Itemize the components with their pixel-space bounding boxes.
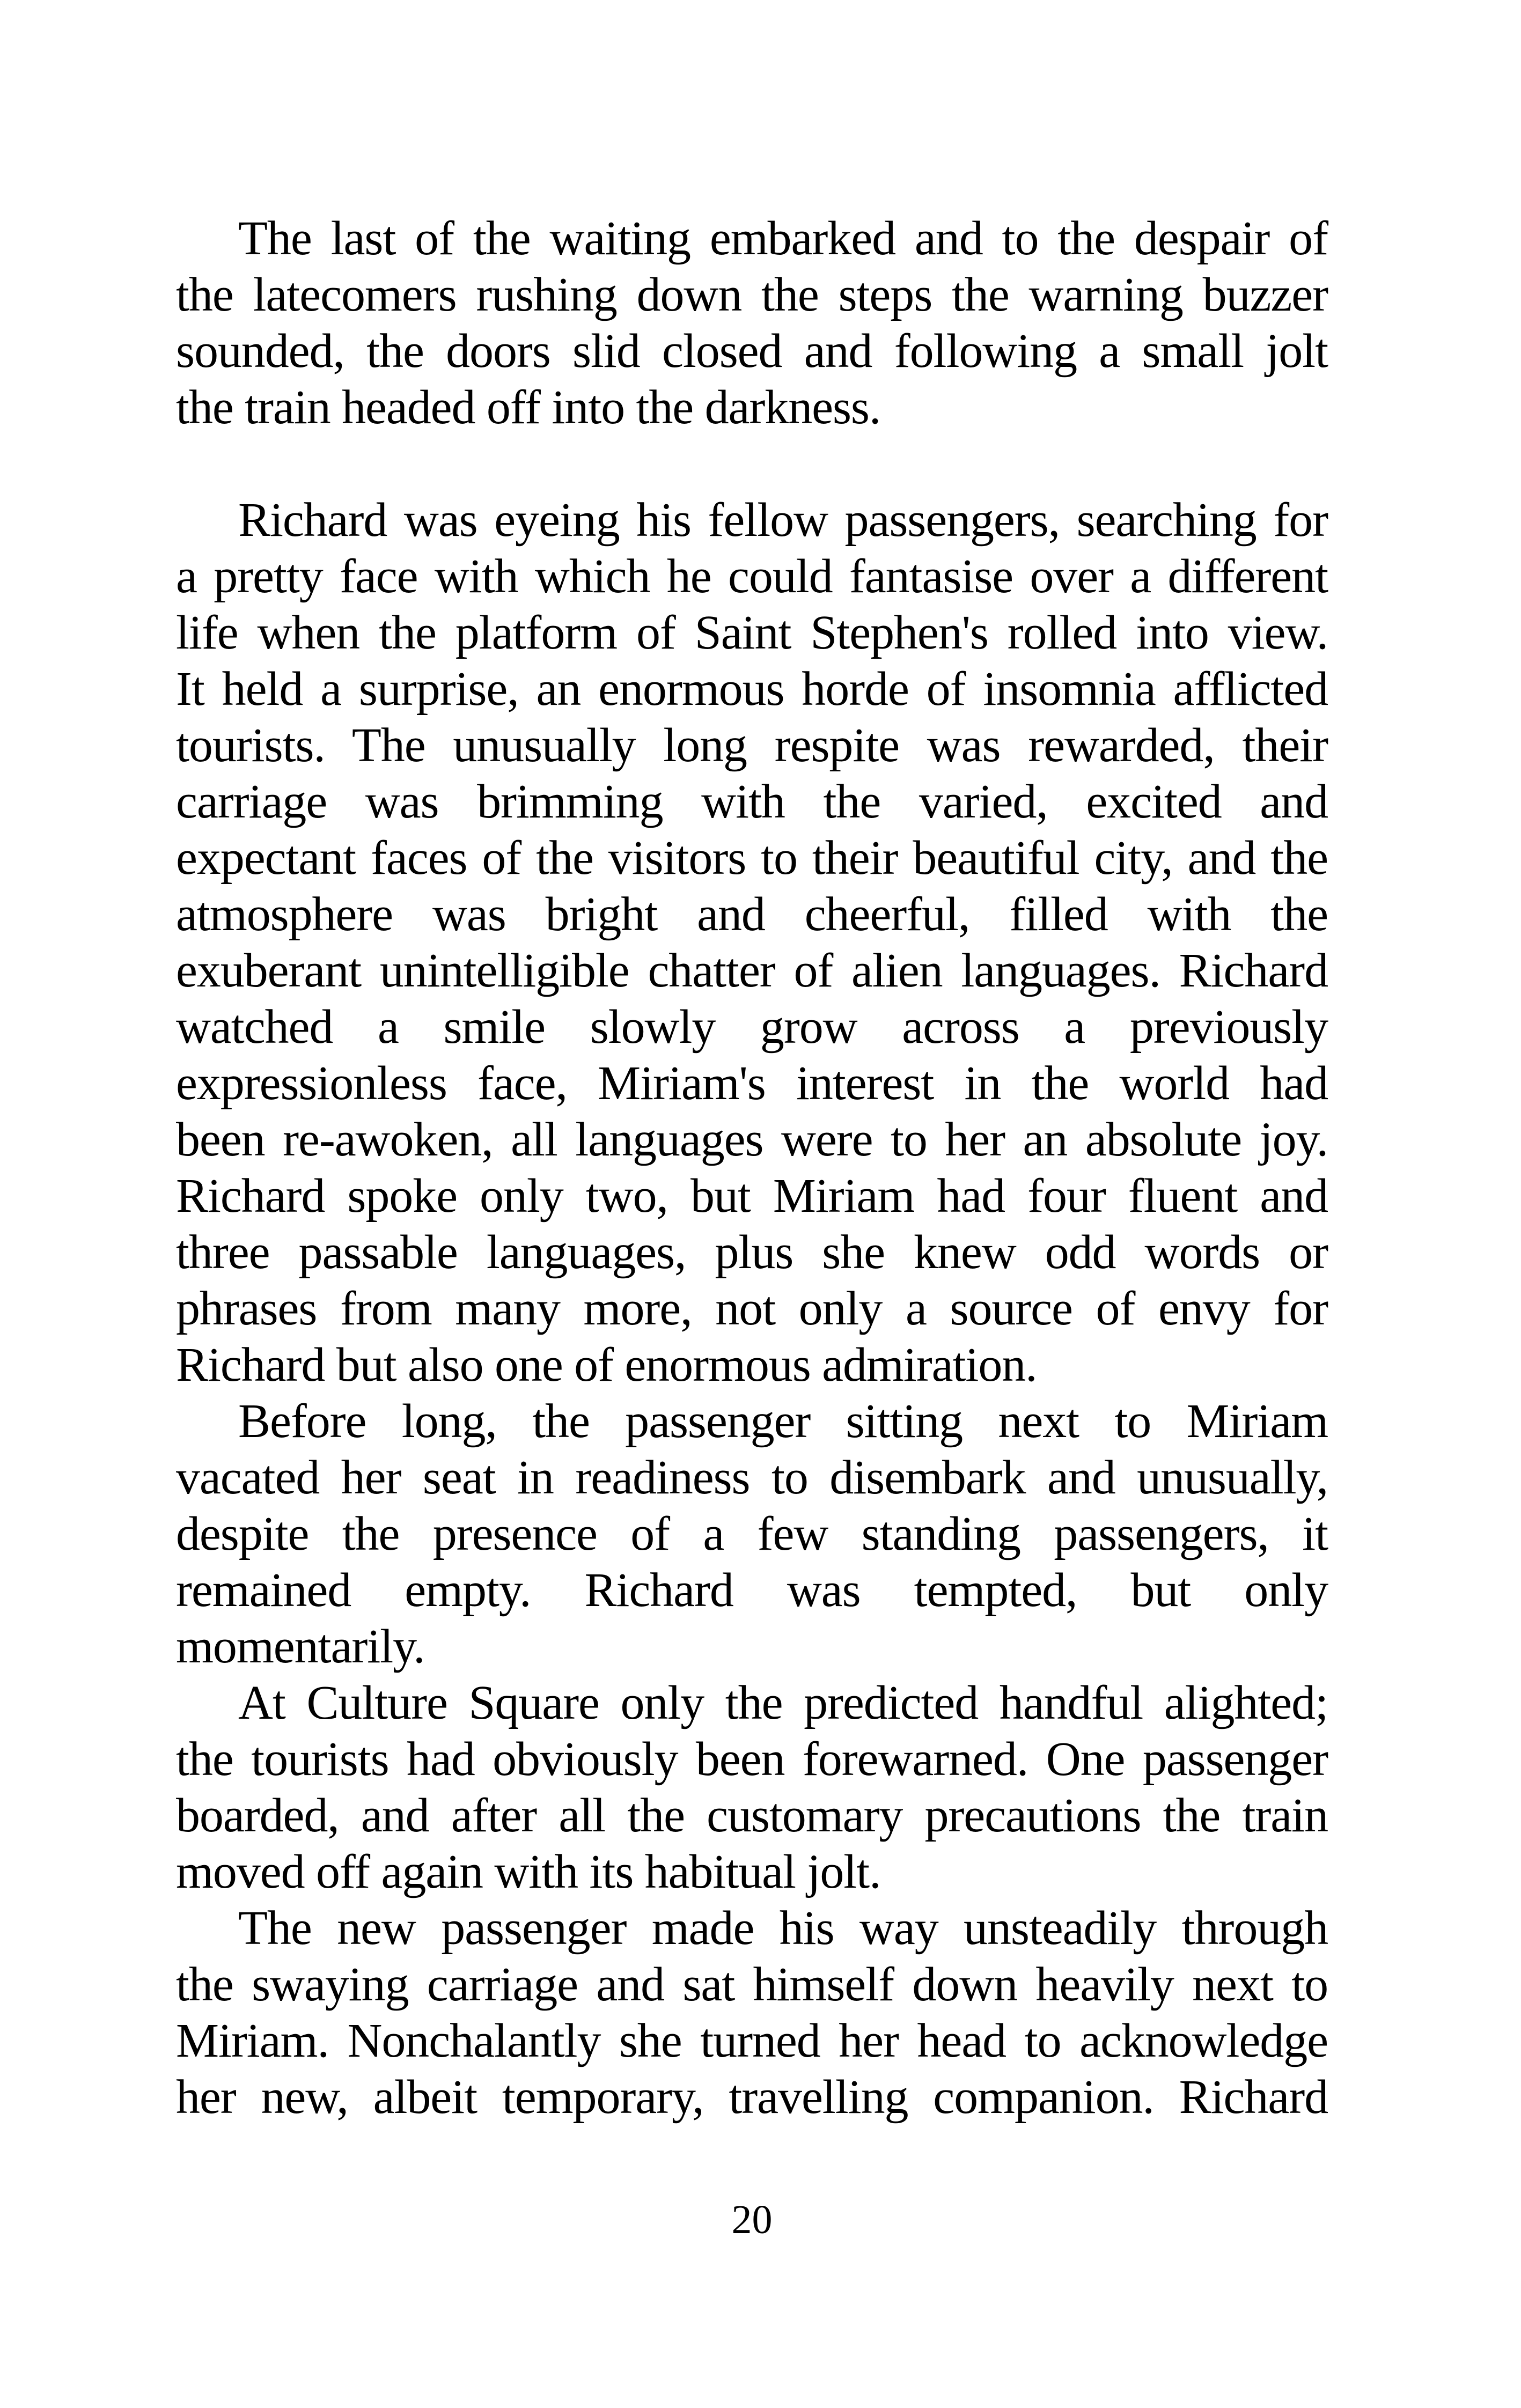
page-text (176, 210, 1328, 2125)
text-line: Miriam. Nonchalantly she turned her head to acknowledge (176, 2014, 1328, 2067)
text-line: The new passenger made his way unsteadily through (238, 1902, 1328, 1955)
paragraph (176, 1393, 1328, 1675)
text-line: sounded, the doors slid closed and following a small jolt (176, 325, 1328, 378)
text-line: the swaying carriage and sat himself down heavily next to (176, 1958, 1328, 2011)
text-line: The last of the waiting embarked and to the despair of (238, 212, 1328, 265)
text-line: moved off again with its habitual jolt. (176, 1845, 881, 1898)
text-line: vacated her seat in readiness to disembark and unusually, (176, 1451, 1328, 1504)
text-line: her new, albeit temporary, travelling companion. Richard (176, 2071, 1328, 2124)
text-line: phrases from many more, not only a source of envy for (176, 1282, 1328, 1335)
text-line: been re-awoken, all languages were to her an absolute joy. (176, 1113, 1328, 1166)
paragraph (176, 1900, 1328, 2125)
text-line: the latecomers rushing down the steps the warning buzzer (176, 268, 1328, 321)
text-line: tourists. The unusually long respite was rewarded, their (176, 719, 1328, 772)
text-line: three passable languages, plus she knew odd words or (176, 1226, 1328, 1279)
text-line: momentarily. (176, 1620, 425, 1673)
paragraph (176, 210, 1328, 436)
text-line: the tourists had obviously been forewarned. One passenger (176, 1733, 1328, 1786)
text-line: expectant faces of the visitors to their beautiful city, and the (176, 831, 1328, 885)
text-line: At Culture Square only the predicted handful alighted; (238, 1676, 1328, 1729)
paragraph (176, 492, 1328, 1393)
text-line: atmosphere was bright and cheerful, filled with the (176, 888, 1328, 941)
text-line: Richard but also one of enormous admiration. (176, 1338, 1037, 1391)
text-line: Richard was eyeing his fellow passengers, searching for (238, 494, 1328, 547)
text-line: a pretty face with which he could fantasise over a different (176, 550, 1328, 603)
text-line: Richard spoke only two, but Miriam had four fluent and (176, 1169, 1328, 1223)
text-line: expressionless face, Miriam's interest in the world had (176, 1057, 1328, 1110)
text-line: the train headed off into the darkness. (176, 381, 881, 434)
text-line: remained empty. Richard was tempted, but only (176, 1564, 1328, 1617)
paragraph (176, 1675, 1328, 1900)
page-number: 20 (731, 2197, 773, 2242)
text-line: boarded, and after all the customary precautions the train (176, 1789, 1328, 1842)
text-line: carriage was brimming with the varied, excited and (176, 775, 1328, 828)
text-line: life when the platform of Saint Stephen's rolled into view. (176, 606, 1328, 659)
text-line: It held a surprise, an enormous horde of insomnia afflicted (176, 662, 1328, 716)
text-line: Before long, the passenger sitting next to Miriam (238, 1395, 1328, 1448)
text-line: despite the presence of a few standing passengers, it (176, 1507, 1328, 1560)
text-line: exuberant unintelligible chatter of alien languages. Richard (176, 944, 1328, 997)
text-line: watched a smile slowly grow across a previously (176, 1000, 1328, 1054)
